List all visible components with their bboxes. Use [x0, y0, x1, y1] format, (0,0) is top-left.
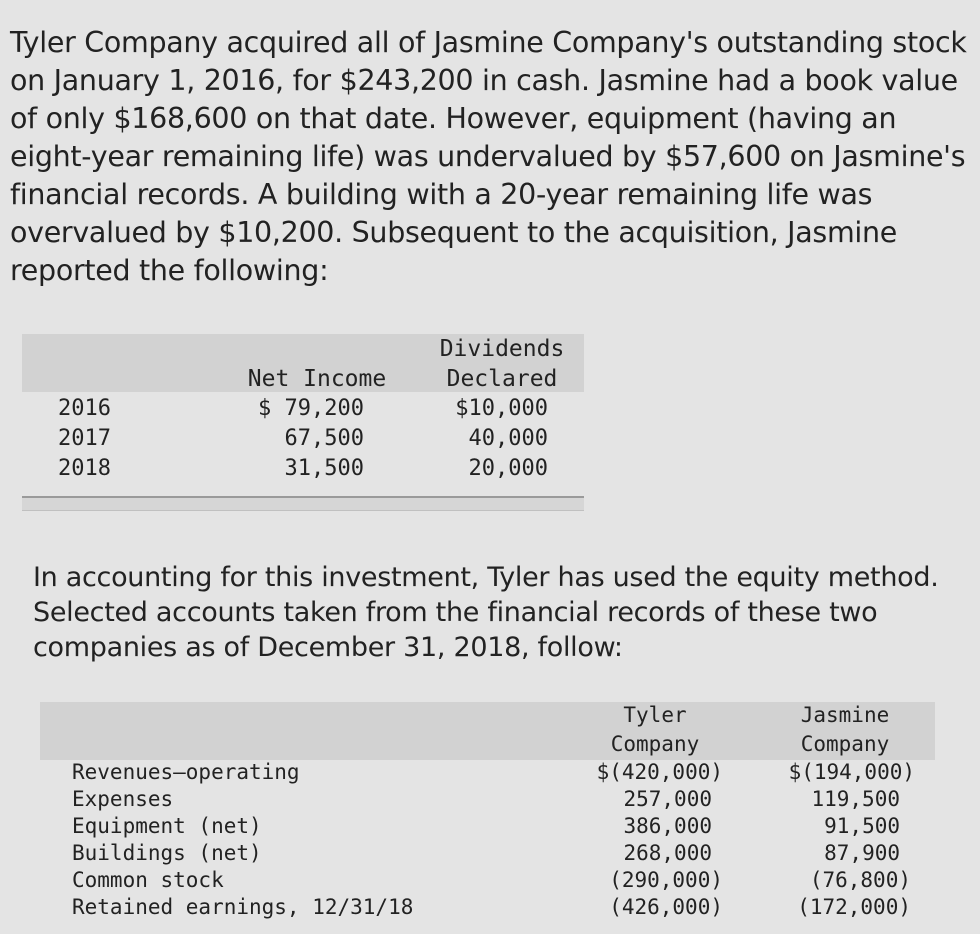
- row-jasmine: 91,500: [824, 814, 900, 838]
- row-account: Buildings (net): [72, 841, 262, 865]
- row-account: Revenues—operating: [72, 760, 300, 784]
- row-net-income: $ 79,200: [258, 396, 364, 421]
- row-net-income: 31,500: [284, 456, 364, 481]
- row-tyler: 268,000: [623, 841, 712, 865]
- accounts-table: [40, 702, 935, 934]
- second-paragraph: In accounting for this investment, Tyler has used the equity method. Selected accounts taken from the financial records of these two companies as of December 31, 2018, follow:: [33, 562, 939, 663]
- row-account: Expenses: [72, 787, 174, 811]
- row-tyler: 257,000: [623, 787, 712, 811]
- row-tyler: (426,000): [609, 895, 723, 919]
- row-tyler: 386,000: [623, 814, 712, 838]
- row-jasmine: 119,500: [811, 787, 900, 811]
- table-bottom-rule: [22, 496, 584, 511]
- header-net-income: Net Income: [247, 366, 387, 392]
- row-account: Common stock: [72, 868, 224, 892]
- row-year: 2018: [58, 456, 111, 481]
- row-account: Equipment (net): [72, 814, 262, 838]
- header-tyler-line2: Company: [610, 732, 700, 756]
- income-dividends-table: [22, 334, 584, 514]
- header-jasmine-line2: Company: [800, 732, 890, 756]
- header-jasmine-line1: Jasmine: [800, 703, 890, 727]
- intro-paragraph: Tyler Company acquired all of Jasmine Company's outstanding stock on January 1, 2016, for $243,200 in cash. Jasmine had a book value of only $168,600 on that date. However, equipment (having an eight-year remaining life) was undervalued by $57,600 on Jasmine's financial records. A building with a 20-year remaining life was overvalued by $10,200. Subsequent to the acquisition, Jasmine reported the following:: [10, 26, 967, 287]
- header-dividends-line1: Dividends: [439, 336, 565, 362]
- row-year: 2017: [58, 426, 111, 451]
- row-jasmine: (172,000): [797, 895, 911, 919]
- row-jasmine: (76,800): [809, 868, 911, 892]
- row-tyler: $(420,000): [596, 760, 723, 784]
- row-dividends: $10,000: [455, 396, 548, 421]
- row-jasmine: $(194,000): [788, 760, 915, 784]
- row-dividends: 20,000: [468, 456, 548, 481]
- row-net-income: 67,500: [284, 426, 364, 451]
- row-tyler: (290,000): [609, 868, 723, 892]
- header-dividends-line2: Declared: [446, 366, 558, 392]
- row-year: 2016: [58, 396, 111, 421]
- row-dividends: 40,000: [468, 426, 548, 451]
- row-jasmine: 87,900: [824, 841, 900, 865]
- header-tyler-line1: Tyler: [623, 703, 687, 727]
- row-account: Retained earnings, 12/31/18: [72, 895, 414, 919]
